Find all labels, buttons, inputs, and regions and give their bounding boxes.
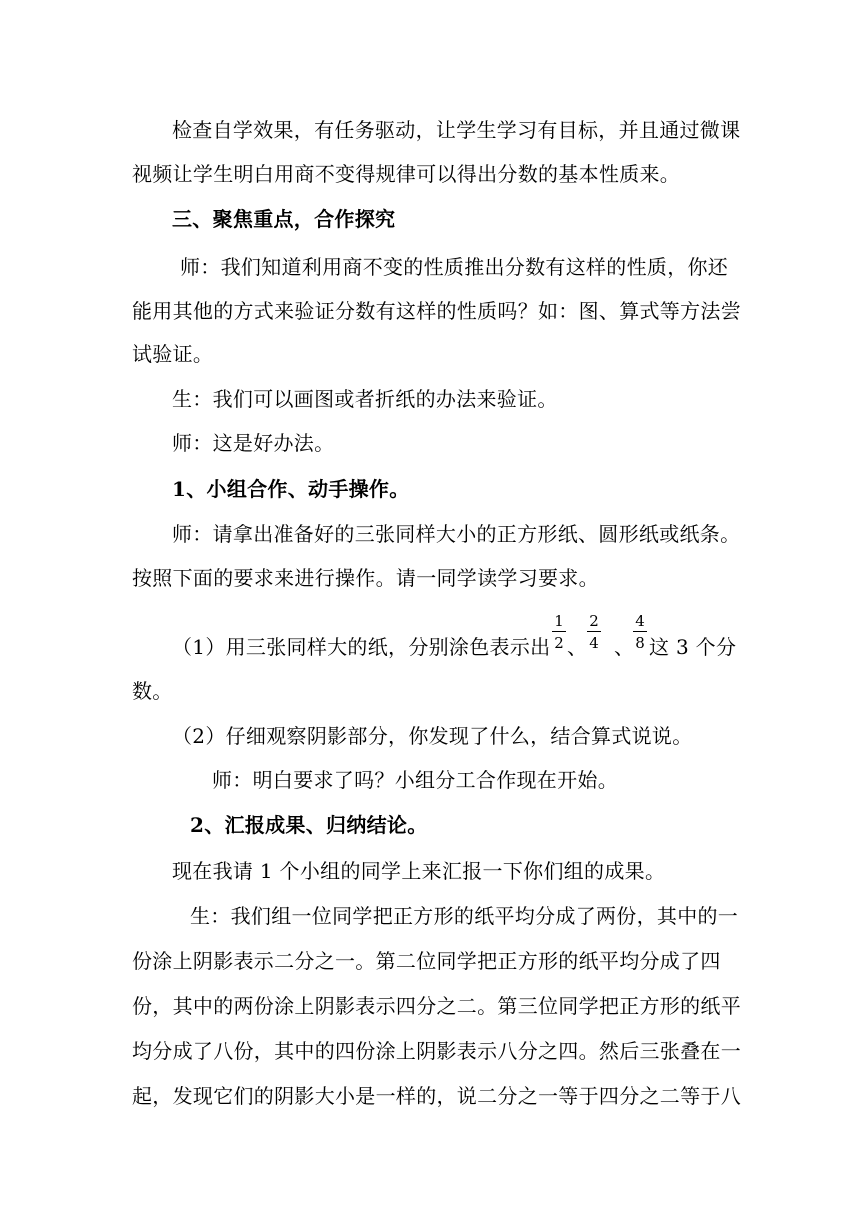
paragraph-line: （1）用三张同样大的纸，分别涂色表示出 <box>172 635 551 659</box>
paragraph-line: （2）仔细观察阴影部分，你发现了什么，结合算式说说。 <box>172 724 693 748</box>
paragraph-line: 起，发现它们的阴影大小是一样的，说二分之一等于四分之二等于八 <box>132 1084 741 1108</box>
paragraph-line: 份，其中的两份涂上阴影表示四分之二。第三位同学把正方形的纸平 <box>132 994 741 1018</box>
paragraph-line: 现在我请 1 个小组的同学上来汇报一下你们组的成果。 <box>172 859 666 883</box>
fraction-bar <box>587 631 601 632</box>
fraction-two-fourths <box>586 612 602 652</box>
paragraph-line: 师：这是好办法。 <box>172 431 335 455</box>
list-separator: 、 <box>614 635 635 659</box>
fraction-four-eighths <box>632 612 648 652</box>
paragraph-line: 均分成了八份，其中的四份涂上阴影表示八分之四。然后三张叠在一 <box>132 1039 741 1063</box>
paragraph-line: 生：我们可以画图或者折纸的办法来验证。 <box>172 387 558 411</box>
fraction-bar <box>633 631 647 632</box>
paragraph-line: 试验证。 <box>132 342 214 366</box>
paragraph-line: 份涂上阴影表示二分之一。第二位同学把正方形的纸平均分成了四 <box>132 949 721 973</box>
fraction-numerator: 1 <box>554 612 564 630</box>
fraction-numerator: 2 <box>589 612 599 630</box>
section-heading: 三、聚焦重点，合作探究 <box>172 207 396 231</box>
fraction-denominator: 8 <box>635 634 645 652</box>
paragraph-line: 能用其他的方式来验证分数有这样的性质吗？如：图、算式等方法尝 <box>132 299 741 323</box>
paragraph-line: 师：明白要求了吗？小组分工合作现在开始。 <box>212 768 618 792</box>
paragraph-line: 这 3 个分 <box>649 635 737 659</box>
paragraph-line: 师：请拿出准备好的三张同样大小的正方形纸、圆形纸或纸条。 <box>172 522 741 546</box>
paragraph-line: 视频让学生明白用商不变得规律可以得出分数的基本性质来。 <box>132 162 681 186</box>
paragraph-line: 检查自学效果，有任务驱动，让学生学习有目标，并且通过微课 <box>172 118 741 142</box>
fraction-one-half <box>551 612 567 652</box>
fraction-denominator: 4 <box>589 634 599 652</box>
fraction-numerator: 4 <box>635 612 645 630</box>
paragraph-line: 师：我们知道利用商不变的性质推出分数有这样的性质，你还 <box>180 255 729 279</box>
subsection-heading: 1、小组合作、动手操作。 <box>172 477 410 501</box>
subsection-heading: 2、汇报成果、归纳结论。 <box>190 813 428 837</box>
paragraph-line: 数。 <box>132 679 173 703</box>
list-separator: 、 <box>567 635 588 659</box>
fraction-denominator: 2 <box>554 634 564 652</box>
fraction-bar <box>552 631 566 632</box>
paragraph-line: 生：我们组一位同学把正方形的纸平均分成了两份，其中的一 <box>190 904 739 928</box>
paragraph-line: 按照下面的要求来进行操作。请一同学读学习要求。 <box>132 566 599 590</box>
